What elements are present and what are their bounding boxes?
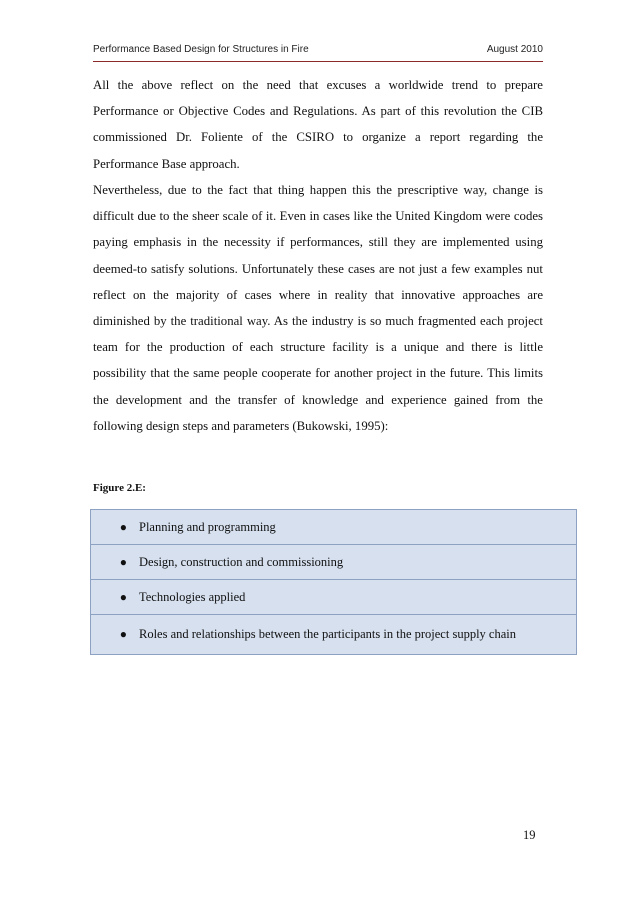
figure-item-text: Planning and programming [139, 519, 276, 534]
figure-item [91, 510, 576, 545]
header-date: August 2010 [486, 44, 543, 55]
bullet-icon: ● [119, 554, 127, 569]
figure-item-text: Design, construction and commissioning [139, 554, 344, 569]
figure-table [90, 509, 577, 655]
bullet-icon: ● [119, 519, 127, 534]
bullet-icon: ● [119, 627, 127, 641]
bullet-icon: ● [119, 589, 127, 604]
figure-item-text: Roles and relationships between the participants in the project supply chain [139, 627, 516, 641]
figure-item-text: Technologies applied [139, 589, 246, 604]
figure-label: Figure 2.E: [93, 482, 146, 494]
header-title: Performance Based Design for Structures in Fire [93, 44, 309, 55]
page-header [93, 44, 543, 60]
header-rule [93, 61, 543, 62]
paragraph-1: All the above reflect on the need that excuses a worldwide trend to prepare Performance or Objective Codes and Regulations. As part of this revolution the CIB commissioned Dr. Foliente of the CSIRO to organize a report regarding the Performance Base approach. [93, 78, 543, 171]
figure-item [91, 545, 576, 580]
figure-item [91, 615, 576, 654]
page-number: 19 [523, 828, 536, 842]
figure-item [91, 580, 576, 615]
paragraph-2: Nevertheless, due to the fact that thing happen this the prescriptive way, change is difficult due to the sheer scale of it. Even in cases like the United Kingdom were codes paying emphasis in the necessity if performances, still they are implemented using deemed-to satisfy solutions. Unfortunately these cases are not just a few examples nut reflect on the majority of cases where in reality that innovative approaches are diminished by the traditional way. As the industry is so much fragmented each project team for the production of each structure facility is a unique and there is little possibility that the same people cooperate for another project in the future. This limits the development and the transfer of knowledge and experience gained from the following design steps and parameters (Bukowski, 1995): [93, 183, 543, 433]
